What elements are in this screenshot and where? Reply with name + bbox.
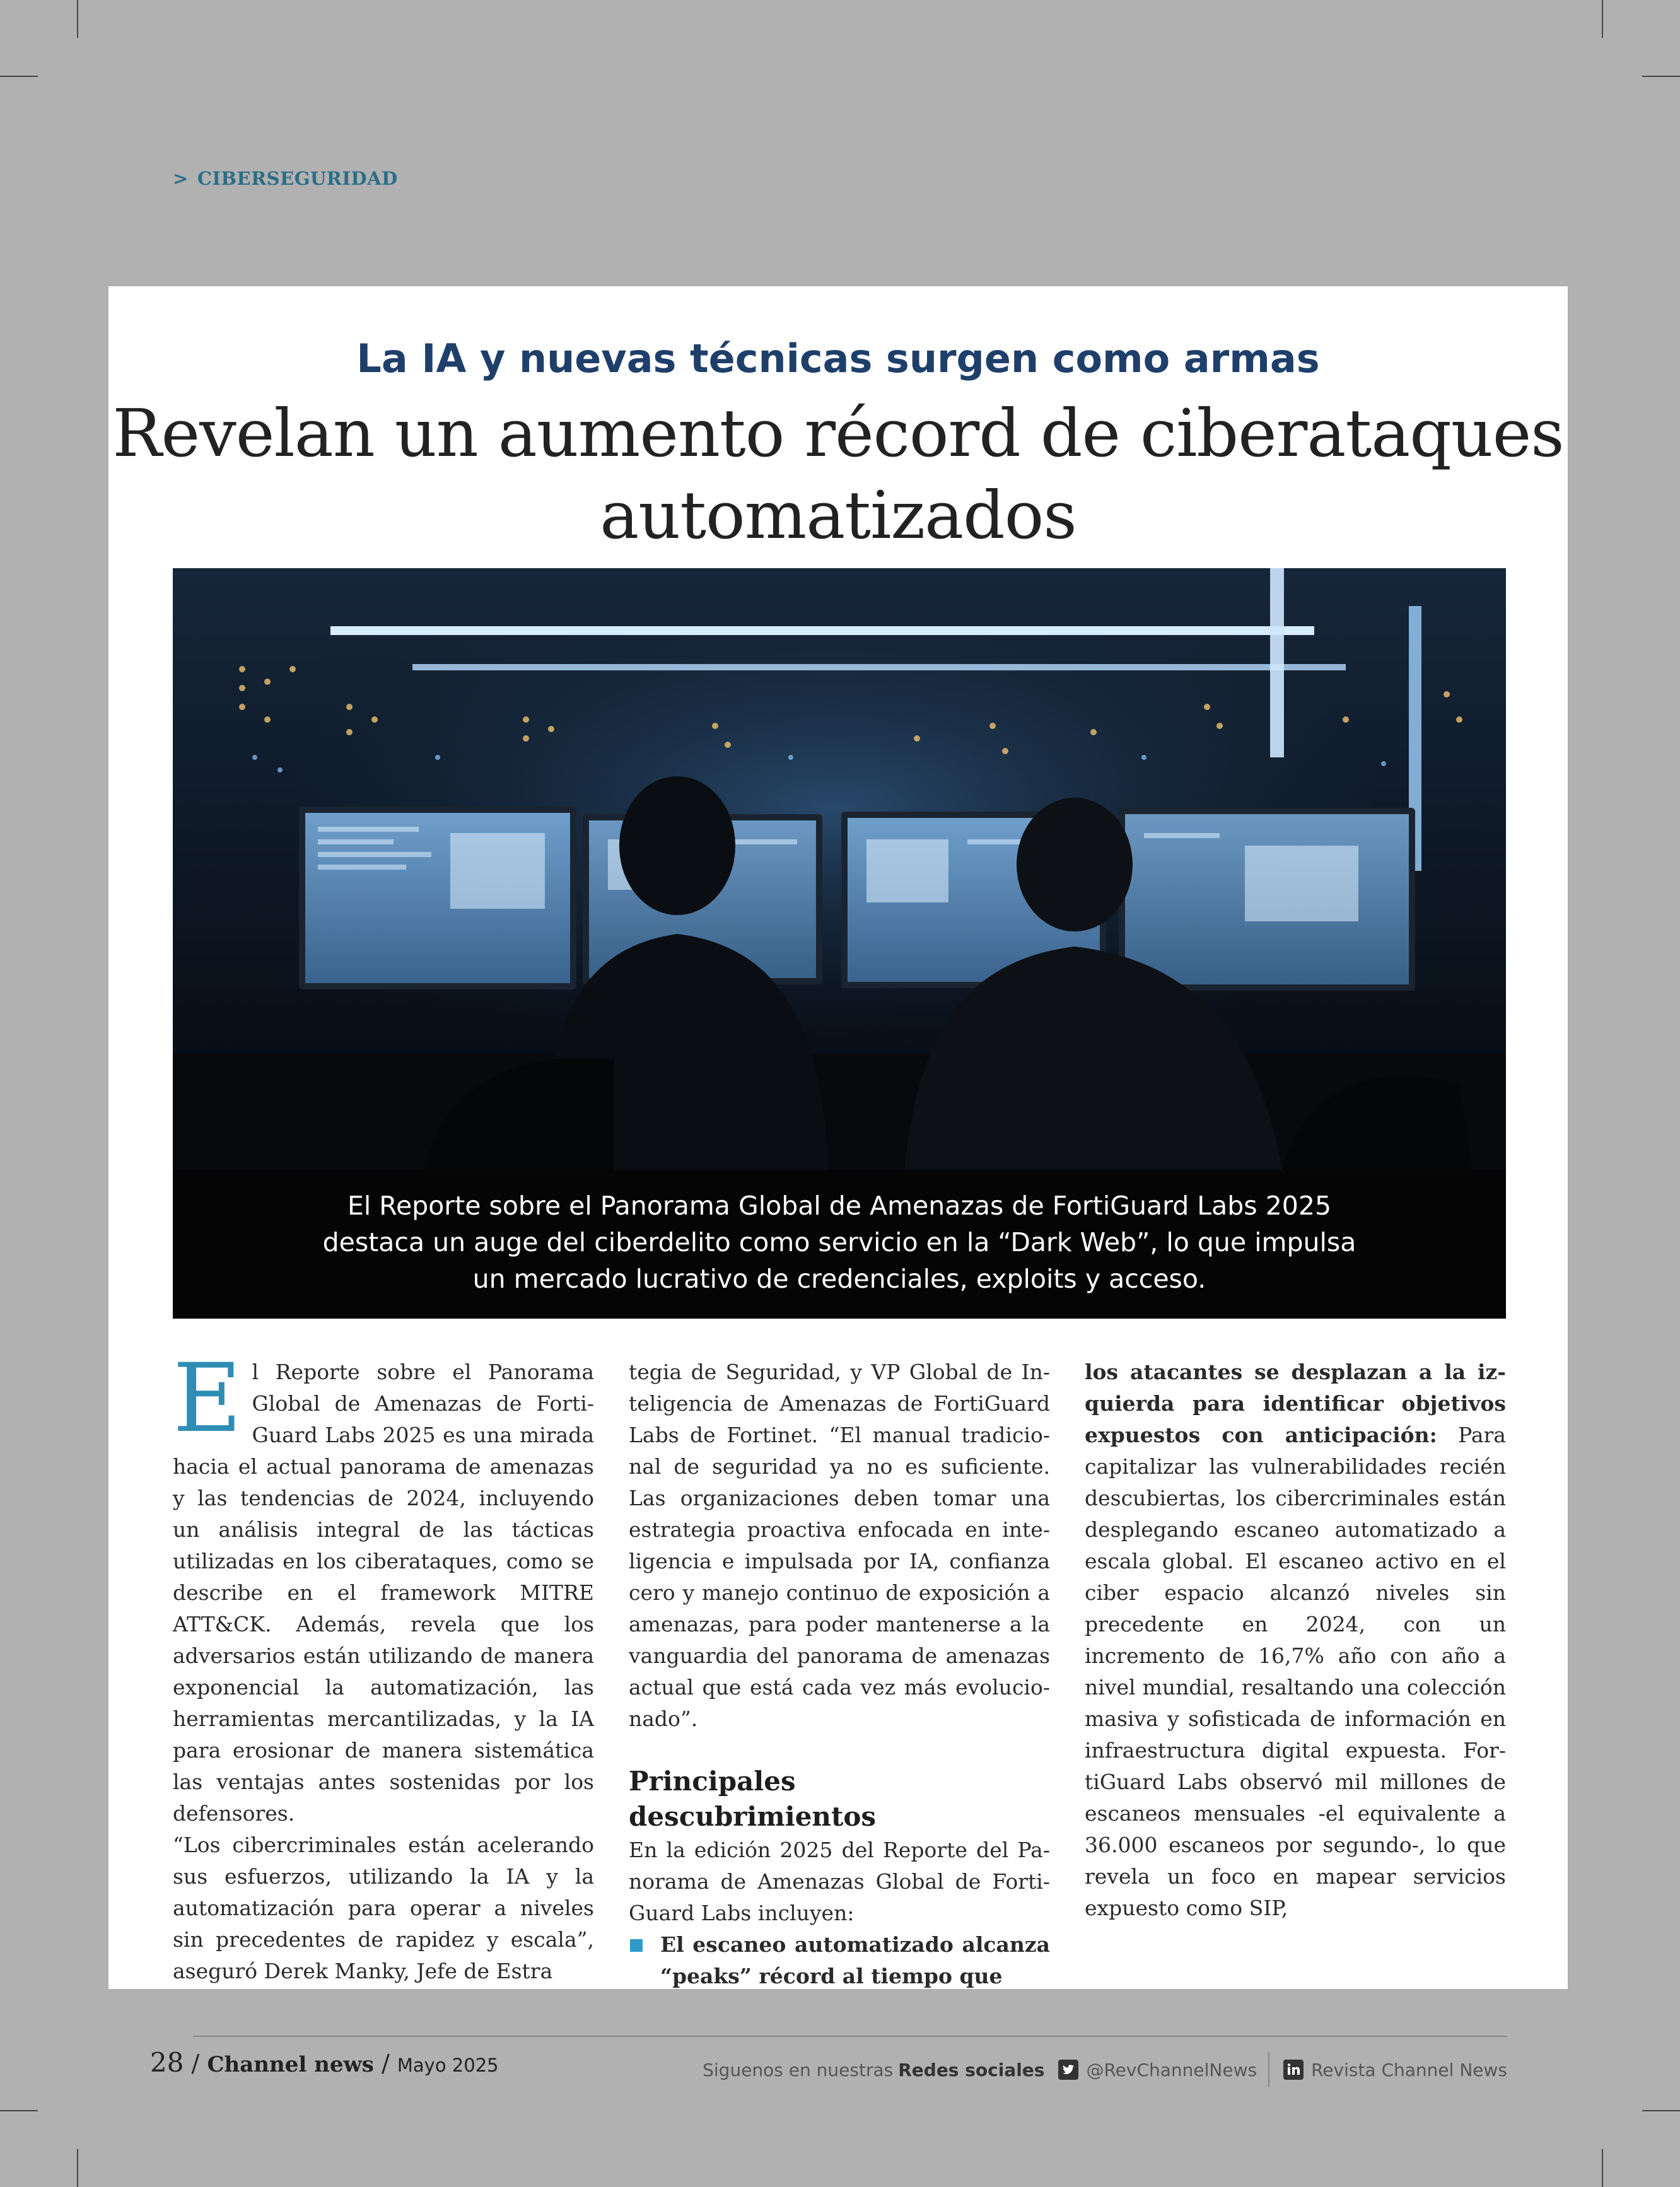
paragraph: [173, 1344, 594, 1829]
crop-mark: [77, 0, 78, 38]
page-number: 28: [150, 2047, 184, 2078]
caption-line-1: El Reporte sobre el Panorama Global de Amenazas de FortiGuard Labs 2025: [347, 1191, 1332, 1221]
caption-line-3: un mercado lucrativo de credenciales, exploits y acceso.: [472, 1264, 1206, 1294]
crop-mark: [1642, 76, 1680, 77]
drop-cap: E: [173, 1344, 242, 1454]
section-heading: Principales descubrimientos: [629, 1766, 877, 1832]
magazine-name: [207, 2052, 373, 2077]
linkedin-icon: [1283, 2060, 1304, 2080]
column-3: [1085, 1356, 1506, 1924]
image-caption: [173, 1170, 1506, 1319]
bullet-text: El escaneo automatizado alcanza “peaks” récord al tiempo que: [660, 1932, 1050, 1988]
twitter-handle[interactable]: @RevChannelNews: [1086, 2059, 1257, 2080]
section-name: CIBERSEGURIDAD: [197, 168, 398, 189]
footer-divider: [193, 2036, 1507, 2037]
title-line-2: automatizados: [600, 477, 1076, 554]
column-2: [629, 1356, 1050, 1992]
paragraph-text: Para capitalizar las vulnerabilidades recién descubiertas, los cibercriminales están desplegando escaneo automatizado a escala global. El escaneo activo en el ciber espacio alcanzó niveles sin precedente en 2024, con un incremento de 16,7% año con año a nivel mundial, resaltando una colección masiva y sofisticada de información en infraestructura digital expuesta. FortiGuard Labs observó mil millones de escaneos mensuales -el equivalente a 36.000 escaneos por segundo-, lo que revela un foco en mapear servicios expuesto como SIP,: [1085, 1423, 1506, 1920]
section-label: [173, 168, 398, 189]
folio-separator: /: [381, 2050, 390, 2077]
bold-lead: los atacantes se desplazan a la izquierda para identificar objetivos expuestos con anticipación:: [1085, 1360, 1506, 1447]
footer-social: [703, 2052, 1507, 2087]
issue-date: Mayo 2025: [397, 2055, 499, 2076]
paragraph: tegia de Seguridad, y VP Global de Inteligencia de Amenazas de FortiGuard Labs de Fortinet. “El manual tradicional de seguridad ya no es suficiente. Las organizaciones deben tomar una estrategia proactiva enfocada en inteligencia e impulsada por IA, confianza cero y manejo continuo de exposición a amenazas, para poder mantenerse a la vanguardia del panorama de amenazas actual que está cada vez más evolucionado”.: [629, 1360, 1050, 1731]
crop-mark: [1602, 2149, 1603, 2187]
section-arrow: >: [173, 168, 189, 189]
crop-mark: [1642, 2110, 1680, 2111]
caption-line-2: destaca un auge del ciberdelito como servicio en la “Dark Web”, lo que impulsa: [322, 1227, 1356, 1257]
article-title: [108, 392, 1568, 556]
follow-text: Siguenos en nuestras: [703, 2059, 894, 2080]
bullet-square-icon: [630, 1939, 643, 1952]
magazine-name-part-1: Channel: [207, 2052, 307, 2077]
crop-mark: [0, 76, 38, 77]
folio-separator: /: [191, 2050, 200, 2077]
crop-mark: [0, 2110, 38, 2111]
paragraph: En la edición 2025 del Reporte del Panorama de Amenazas Global de FortiGuard Labs incluyen:: [629, 1838, 1050, 1925]
article-body: [173, 1344, 1506, 1988]
footer-vertical-divider: [1268, 2052, 1269, 2087]
paragraph: “Los cibercriminales están acelerando sus esfuerzos, utilizando la IA y la automatización para operar a niveles sin precedentes de rapidez y escala”, aseguró Derek Manky, Jefe de Estra: [173, 1833, 594, 1983]
bullet-item: [629, 1929, 1050, 1992]
crop-mark: [1602, 0, 1603, 38]
hero-image: [173, 568, 1506, 1319]
follow-strong: Redes sociales: [898, 2059, 1045, 2080]
article-subtitle: La IA y nuevas técnicas surgen como armas: [356, 335, 1320, 382]
hero-illustration: [173, 568, 1506, 1170]
linkedin-name[interactable]: Revista Channel News: [1311, 2059, 1507, 2080]
paragraph-text: l Reporte sobre el Panorama Global de Amenazas de FortiGuard Labs 2025 es una mirada hacia el actual panorama de amenazas y las tendencias de 2024, incluyendo un análisis integral de las tácticas utilizadas en los ciberataques, como se describe en el framework MITRE ATT&CK. Además, revela que los adversarios están utilizando de manera exponencial la automatización, las herramientas mercantilizadas, y la IA para erosionar de manera sistemática las ventajas antes sostenidas por los defensores.: [173, 1360, 594, 1826]
magazine-name-part-2: news: [314, 2052, 374, 2077]
twitter-icon: [1058, 2060, 1078, 2080]
column-1: [173, 1344, 594, 1987]
crop-mark: [77, 2149, 78, 2187]
paragraph: [1085, 1356, 1506, 1924]
footer-folio: [150, 2047, 499, 2078]
article-page: [108, 286, 1568, 1989]
title-line-1: Revelan un aumento récord de ciberataques: [112, 395, 1564, 472]
